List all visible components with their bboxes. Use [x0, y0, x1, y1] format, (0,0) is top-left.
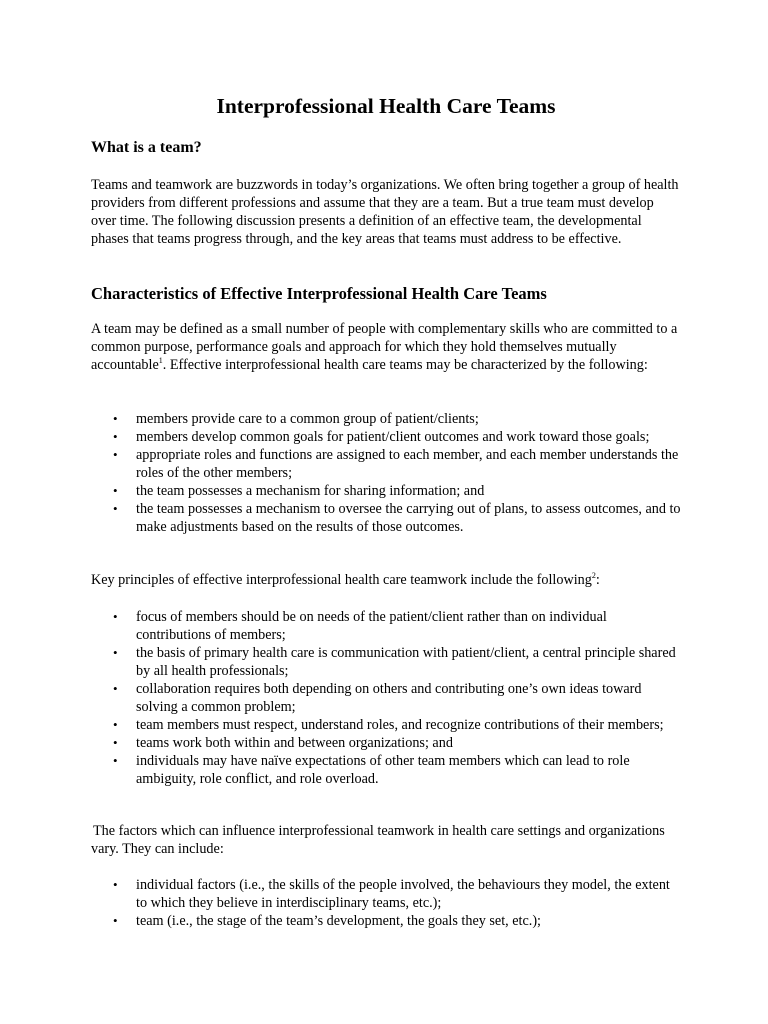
bullet-icon: •	[113, 483, 118, 498]
principles-intro-colon: :	[595, 572, 600, 588]
list-item-text: individuals may have naïve expectations of other team members which can lead to role ambiguity, role conflict, and role overload.	[136, 753, 630, 787]
paragraph-factors-intro: The factors which can influence interprofessional teamwork in health care settings and organizations vary. They can include:	[91, 823, 665, 857]
list-item-text: focus of members should be on needs of the patient/client rather than on individual contributions of members;	[136, 609, 607, 643]
list-item-text: team (i.e., the stage of the team’s development, the goals they set, etc.);	[136, 913, 541, 929]
bullet-icon: •	[113, 501, 118, 516]
list-item	[91, 608, 681, 644]
section-heading-what-is-a-team: What is a team?	[91, 139, 202, 156]
list-item-text: team members must respect, understand roles, and recognize contributions of their members;	[136, 717, 664, 733]
list-item	[91, 428, 681, 446]
footnote-ref-1: 1	[158, 356, 163, 365]
list-item	[91, 680, 681, 716]
list-item	[91, 500, 681, 536]
list-item-text: appropriate roles and functions are assigned to each member, and each member understands the roles of the other members;	[136, 447, 679, 481]
principles-list	[91, 608, 681, 788]
list-item-text: members develop common goals for patient/client outcomes and work toward those goals;	[136, 429, 650, 445]
principles-intro-text: Key principles of effective interprofessional health care teamwork include the following	[91, 572, 592, 588]
bullet-icon: •	[113, 645, 118, 660]
bullet-icon: •	[113, 913, 118, 928]
paragraph-team-definition	[91, 320, 681, 374]
list-item-text: teams work both within and between organizations; and	[136, 735, 453, 751]
list-item	[91, 644, 681, 680]
list-item	[91, 716, 681, 734]
factors-list	[91, 876, 681, 930]
bullet-icon: •	[113, 609, 118, 624]
footnote-ref-2: 2	[591, 571, 596, 580]
bullet-icon: •	[113, 735, 118, 750]
list-item	[91, 912, 681, 930]
list-item	[91, 482, 681, 500]
characteristics-list	[91, 410, 681, 536]
list-item	[91, 446, 681, 482]
bullet-icon: •	[113, 717, 118, 732]
bullet-icon: •	[113, 681, 118, 696]
bullet-icon: •	[113, 411, 118, 426]
list-item	[91, 752, 681, 788]
definition-text: A team may be defined as a small number of people with complementary skills who are committed to a common purpose, performance goals and approach for which they hold themselves mutually accountable	[91, 321, 678, 373]
paragraph-team-intro: Teams and teamwork are buzzwords in today’s organizations. We often bring together a group of health providers from different professions and assume that they are a team. But a true team must develop over time. The following discussion presents a definition of an effective team, the developmental phases that teams progress through, and the key areas that teams must address to be effective.	[91, 177, 679, 247]
list-item-text: the team possesses a mechanism to oversee the carrying out of plans, to assess outcomes, and to make adjustments based on the results of those outcomes.	[136, 501, 681, 535]
list-item	[91, 876, 681, 912]
list-item-text: the team possesses a mechanism for sharing information; and	[136, 483, 485, 499]
paragraph-key-principles-intro	[91, 571, 681, 589]
bullet-icon: •	[113, 877, 118, 892]
list-item	[91, 410, 681, 428]
bullet-icon: •	[113, 753, 118, 768]
list-item-text: collaboration requires both depending on others and contributing one’s own ideas toward solving a common problem;	[136, 681, 642, 715]
page-title: Interprofessional Health Care Teams	[216, 94, 556, 118]
list-item-text: the basis of primary health care is communication with patient/client, a central principle shared by all health professionals;	[136, 645, 676, 679]
bullet-icon: •	[113, 447, 118, 462]
section-heading-characteristics: Characteristics of Effective Interprofessional Health Care Teams	[91, 284, 547, 303]
list-item-text: members provide care to a common group of patient/clients;	[136, 411, 479, 427]
definition-text-cont: . Effective interprofessional health care teams may be characterized by the following:	[162, 357, 648, 373]
bullet-icon: •	[113, 429, 118, 444]
list-item-text: individual factors (i.e., the skills of the people involved, the behaviours they model, the extent to which they believe in interdisciplinary teams, etc.);	[136, 877, 670, 911]
list-item	[91, 734, 681, 752]
